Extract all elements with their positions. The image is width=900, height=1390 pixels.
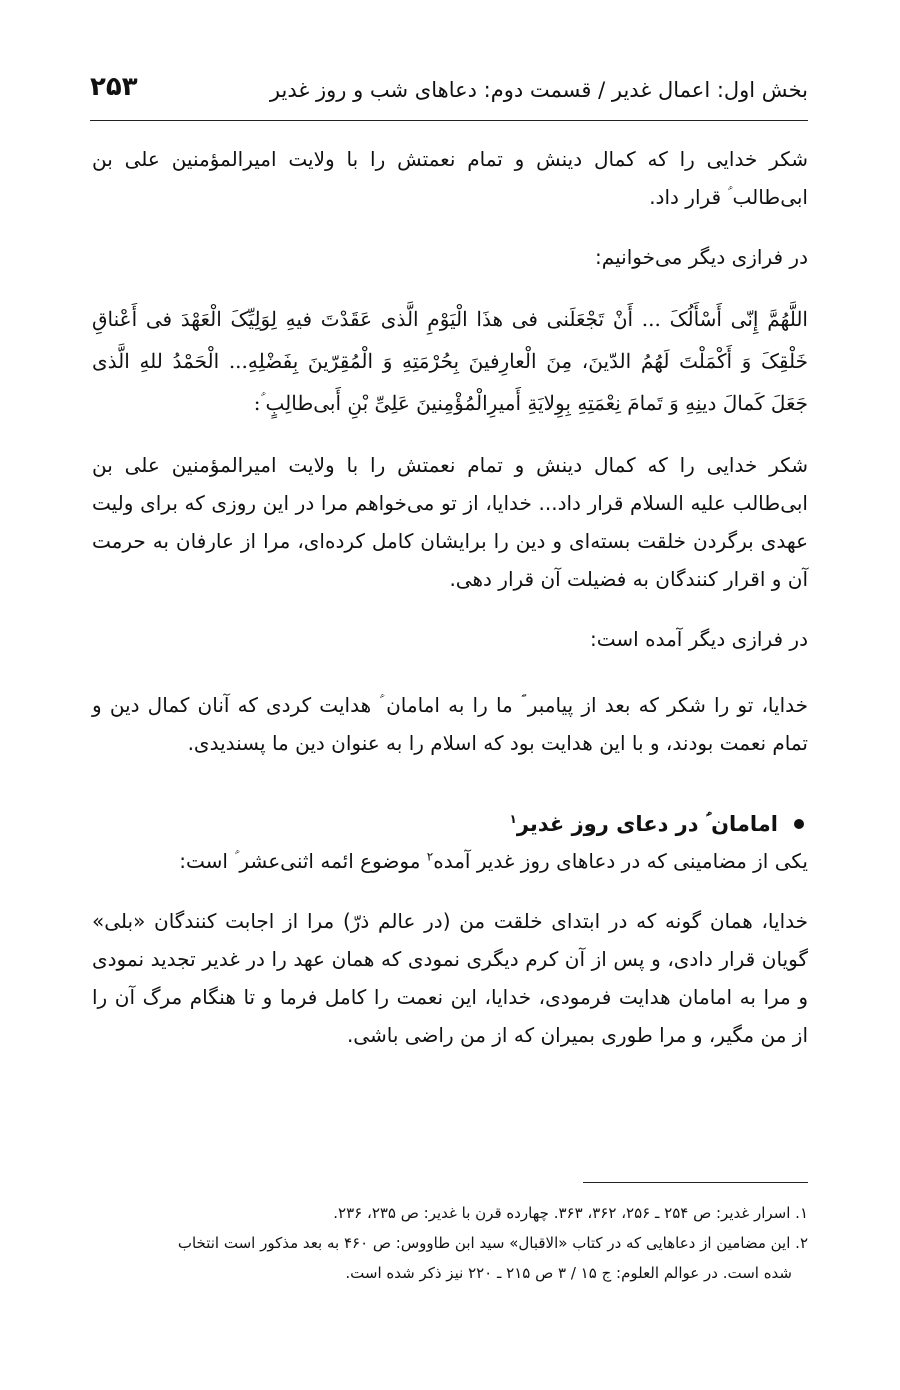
paragraph-intro-2: در فرازی دیگر آمده است: [590, 627, 808, 651]
footnote-ref-2: ۲ [426, 849, 434, 864]
main-text [92, 140, 808, 1054]
section-intro-text-a: یکی از مضامینی که در دعاهای روز غدیر آمده [433, 849, 808, 873]
footnote-2-line-1: ۲. این مضامین از دعاهایی که در کتاب «الاقبال» سید ابن طاووس: ص ۴۶۰ به بعد مذکور است انتخاب [177, 1234, 808, 1252]
footnotes [92, 1198, 808, 1288]
paragraph-translation-4: خدایا، همان گونه که در ابتدای خلقت من (در عالم ذرّ) مرا از اجابت کنندگان «بلی» گویان قرار دادی، و پس از آن کرم دیگری نمودی که همان عهد را در غدیر تجدید نمودی و مرا به امامان هدایت فرمودی، خدایا، این نعمت را کامل فرما و تا هنگام مرگ آن را از من مگیر، و مرا طوری بمیران که از من راضی باشی. [92, 909, 808, 1047]
section-heading-text: امامان ؑ در دعای روز غدیر [516, 812, 778, 836]
paragraph-section-intro [92, 842, 808, 880]
paragraph-translation-2: شکر خدایی را که کمال دینش و تمام نعمتش را با ولایت امیرالمؤمنین علی بن ابی‌طالب علیه السلام قرار داد... خدایا، از تو می‌خواهم مرا در این روزی که برای ولیت عهدی برگردن خلقت بسته‌ای و دین را برایشان کامل کرده‌ای، مرا از عارفان به حرمت آن و اقرار کنندگان به فضیلت آن قرار دهی. [92, 453, 808, 591]
footnote-2 [92, 1228, 808, 1288]
footnote-1: ۱. اسرار غدیر: ص ۲۵۴ ـ ۲۵۶، ۳۶۲، ۳۶۳. چهارده قرن با غدیر: ص ۲۳۵، ۲۳۶. [333, 1204, 808, 1222]
section-intro-text-b: موضوع ائمه اثنی‌عشر ؑ است: [179, 849, 427, 873]
paragraph-intro-1: در فرازی دیگر می‌خوانیم: [595, 245, 808, 269]
footnote-2-line-2: شده است. در عوالم العلوم: ج ۱۵ / ۳ ص ۲۱۵ ـ ۲۲۰ نیز ذکر شده است. [345, 1264, 792, 1282]
running-title: بخش اول: اعمال غدیر / قسمت دوم: دعاهای شب و روز غدیر [269, 78, 808, 102]
page-header [90, 70, 808, 121]
footnote-divider [583, 1182, 808, 1183]
arabic-supplication: اللَّهُمَّ إِنّی أَسْأَلُکَ ... أَنْ تَجْعَلَنی فی هذَا الْیَوْمِ الَّذی عَقَدْتَ فیهِ لِوَلِیِّکَ الْعَهْدَ فی أَعْناقِ خَلْقِکَ وَ أَکْمَلْتَ لَهُمُ الدّینَ، مِنَ الْعارِفینَ بِحُرْمَتِهِ وَ الْمُقِرّینَ بِفَضْلِهِ... الْحَمْدُ للهِ الَّذی جَعَلَ کَمالَ دینِهِ وَ تَمامَ نِعْمَتِهِ بِوِلایَةِ أَمیرِالْمُؤْمِنینَ عَلِیِّ بْنِ أَبی‌طالِبٍ ؑ: [92, 307, 808, 415]
paragraph-translation-1: شکر خدایی را که کمال دینش و تمام نعمتش را با ولایت امیرالمؤمنین علی بن ابی‌طالب ؑ قرار داد. [92, 147, 808, 209]
footnote-ref-1: ۱ [509, 812, 517, 826]
paragraph-translation-3: خدایا، تو را شکر که بعد از پیامبر ؐ ما را به امامان ؑ هدایت کردی که آنان کمال دین و تمام نعمت بودند، و با این هدایت بود که اسلام را به عنوان دین ما پسندیدی. [92, 693, 808, 755]
section-heading [92, 806, 808, 842]
bullet-icon [794, 819, 804, 829]
page-number: ۲۵۳ [90, 72, 138, 102]
